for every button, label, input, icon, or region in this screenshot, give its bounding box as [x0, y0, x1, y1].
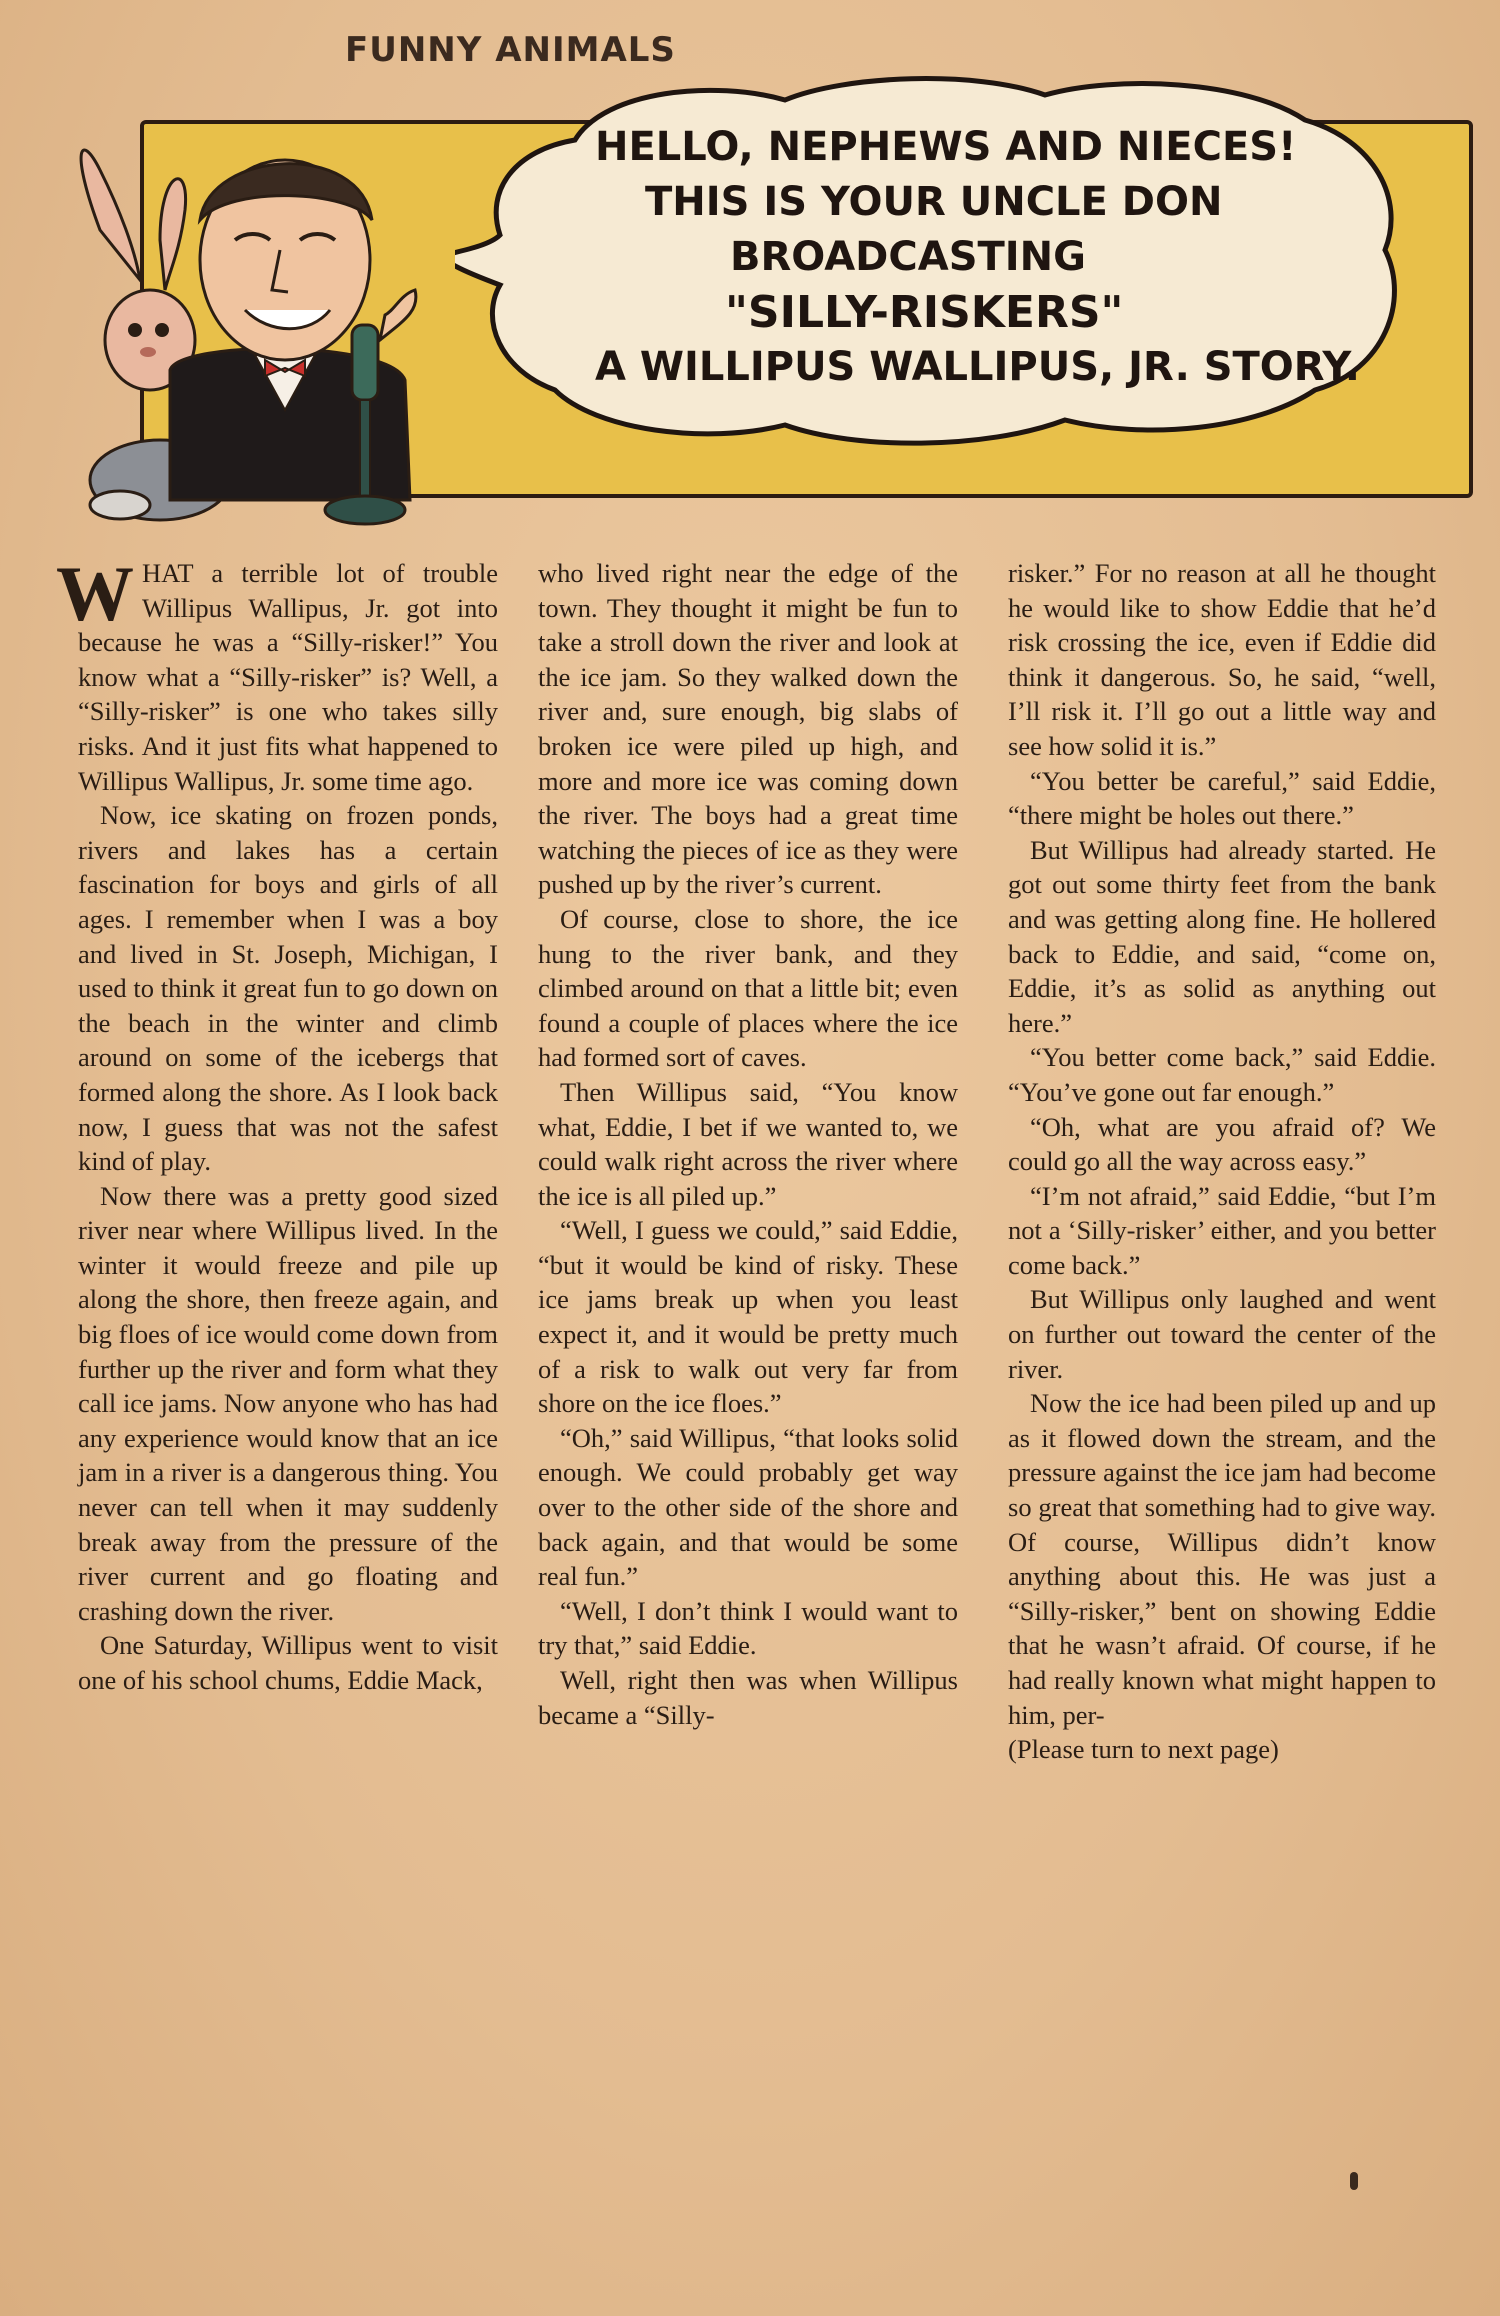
speech-bubble — [455, 70, 1415, 465]
story-paragraph: Now, ice skating on frozen ponds, rivers and lakes has a certain fascination for boys and girls of all ages. I remember when I was a boy and lived in St. Joseph, Michigan, I used to think it great fun to go down on the beach in the winter and climb around on some of the icebergs that formed along the shore. As I look back now, I guess that was not the safest kind of play. — [78, 800, 498, 1177]
speech-bubble-text — [525, 120, 1375, 395]
story-paragraph: “You better be careful,” said Eddie, “there might be holes out there.” — [1008, 765, 1436, 831]
story-paragraph — [56, 550, 498, 798]
bubble-line: BROADCASTING — [730, 234, 1086, 280]
story-column-1 — [56, 550, 498, 1698]
story-paragraph: But Willipus only laughed and went on further out toward the center of the river. — [1008, 1284, 1436, 1384]
story-paragraph: Well, right then was when Willipus became a “Silly- — [538, 1665, 958, 1730]
uncle-don-illustration — [60, 110, 480, 540]
story-paragraph: Now there was a pretty good sized river near where Willipus lived. In the winter it would freeze and pile up along the shore, then freeze again, and big floes of ice would come down from further up the river and form what they call ice jams. Now anyone who has had any experience would know that an ice jam in a river is a dangerous thing. You never can tell when it may suddenly break away from the pressure of the river current and go floating and crashing down the river. — [78, 1180, 498, 1626]
story-paragraph: Of course, close to shore, the ice hung to the river bank, and they climbed around on that a little bit; even found a couple of places where the ice had formed sort of caves. — [538, 903, 958, 1073]
story-paragraph: “Oh,” said Willipus, “that looks solid enough. We could probably get way over to the other side of the shore and back again, and that would be some real fun.” — [538, 1422, 958, 1592]
story-column-2 — [538, 556, 958, 1732]
story-paragraph: Then Willipus said, “You know what, Eddie, I bet if we wanted to, we could walk right across the river where the ice is all piled up.” — [538, 1076, 958, 1211]
bubble-line: HELLO, NEPHEWS AND NIECES! — [595, 124, 1297, 170]
page-header: FUNNY ANIMALS — [345, 30, 676, 70]
bubble-line: THIS IS YOUR UNCLE DON — [645, 179, 1223, 225]
story-paragraph: “Well, I guess we could,” said Eddie, “but it would be kind of risky. These ice jams break up when you least expect it, and it would be pretty much of a risk to walk out very far from shore on the ice floes.” — [538, 1215, 958, 1419]
story-paragraph: “Oh, what are you afraid of? We could go all the way across easy.” — [1008, 1111, 1436, 1177]
story-paragraph-text: HAT a terrible lot of trouble Willipus Wallipus, Jr. got into because he was a “Silly-risker!” You know what a “Silly-risker” is? Well, a “Silly-risker” is one who takes silly risks. And it just fits what happened to Willipus Wallipus, Jr. some time ago. — [78, 558, 498, 796]
story-paragraph: “You better come back,” said Eddie. “You’ve gone out far enough.” — [1008, 1042, 1436, 1107]
ink-speck — [1350, 2172, 1358, 2190]
story-column-3 — [1008, 556, 1436, 1767]
story-paragraph: risker.” For no reason at all he thought he would like to show Eddie that he’d risk crossing the ice, even if Eddie did think it dangerous. So, he said, “well, I’ll risk it. I’ll go out a little way and see how solid it is.” — [1008, 558, 1436, 761]
story-paragraph: Now the ice had been piled up and up as it flowed down the stream, and the pressure against the ice jam had become so great that something had to give way. Of course, Willipus didn’t know anything about this. He was just a “Silly-risker,” bent on showing Eddie that he wasn’t afraid. Of course, if he had really known what might happen to him, per- — [1008, 1388, 1436, 1730]
bubble-line: "SILLY-RISKERS" — [725, 287, 1124, 338]
story-paragraph: “Well, I don’t think I would want to try that,” said Eddie. — [538, 1595, 958, 1661]
story-paragraph: who lived right near the edge of the town. They thought it might be fun to take a stroll down the river and look at the ice jam. So they walked down the river and, sure enough, big slabs of broken ice were piled up high, and more and more ice was coming down the river. The boys had a great time watching the pieces of ice as they were pushed up by the river’s current. — [538, 558, 958, 900]
drop-cap: W — [56, 550, 134, 637]
story-paragraph: But Willipus had already started. He got out some thirty feet from the bank and was getting along fine. He hollered back to Eddie, and said, “come on, Eddie, it’s as solid as anything out here.” — [1008, 834, 1436, 1038]
story-paragraph: One Saturday, Willipus went to visit one of his school chums, Eddie Mack, — [78, 1630, 498, 1695]
continued-note: (Please turn to next page) — [1008, 1734, 1279, 1765]
bubble-line: A WILLIPUS WALLIPUS, JR. STORY. — [595, 344, 1360, 390]
story-paragraph: “I’m not afraid,” said Eddie, “but I’m not a ‘Silly-risker’ either, and you better come back.” — [1008, 1180, 1436, 1280]
